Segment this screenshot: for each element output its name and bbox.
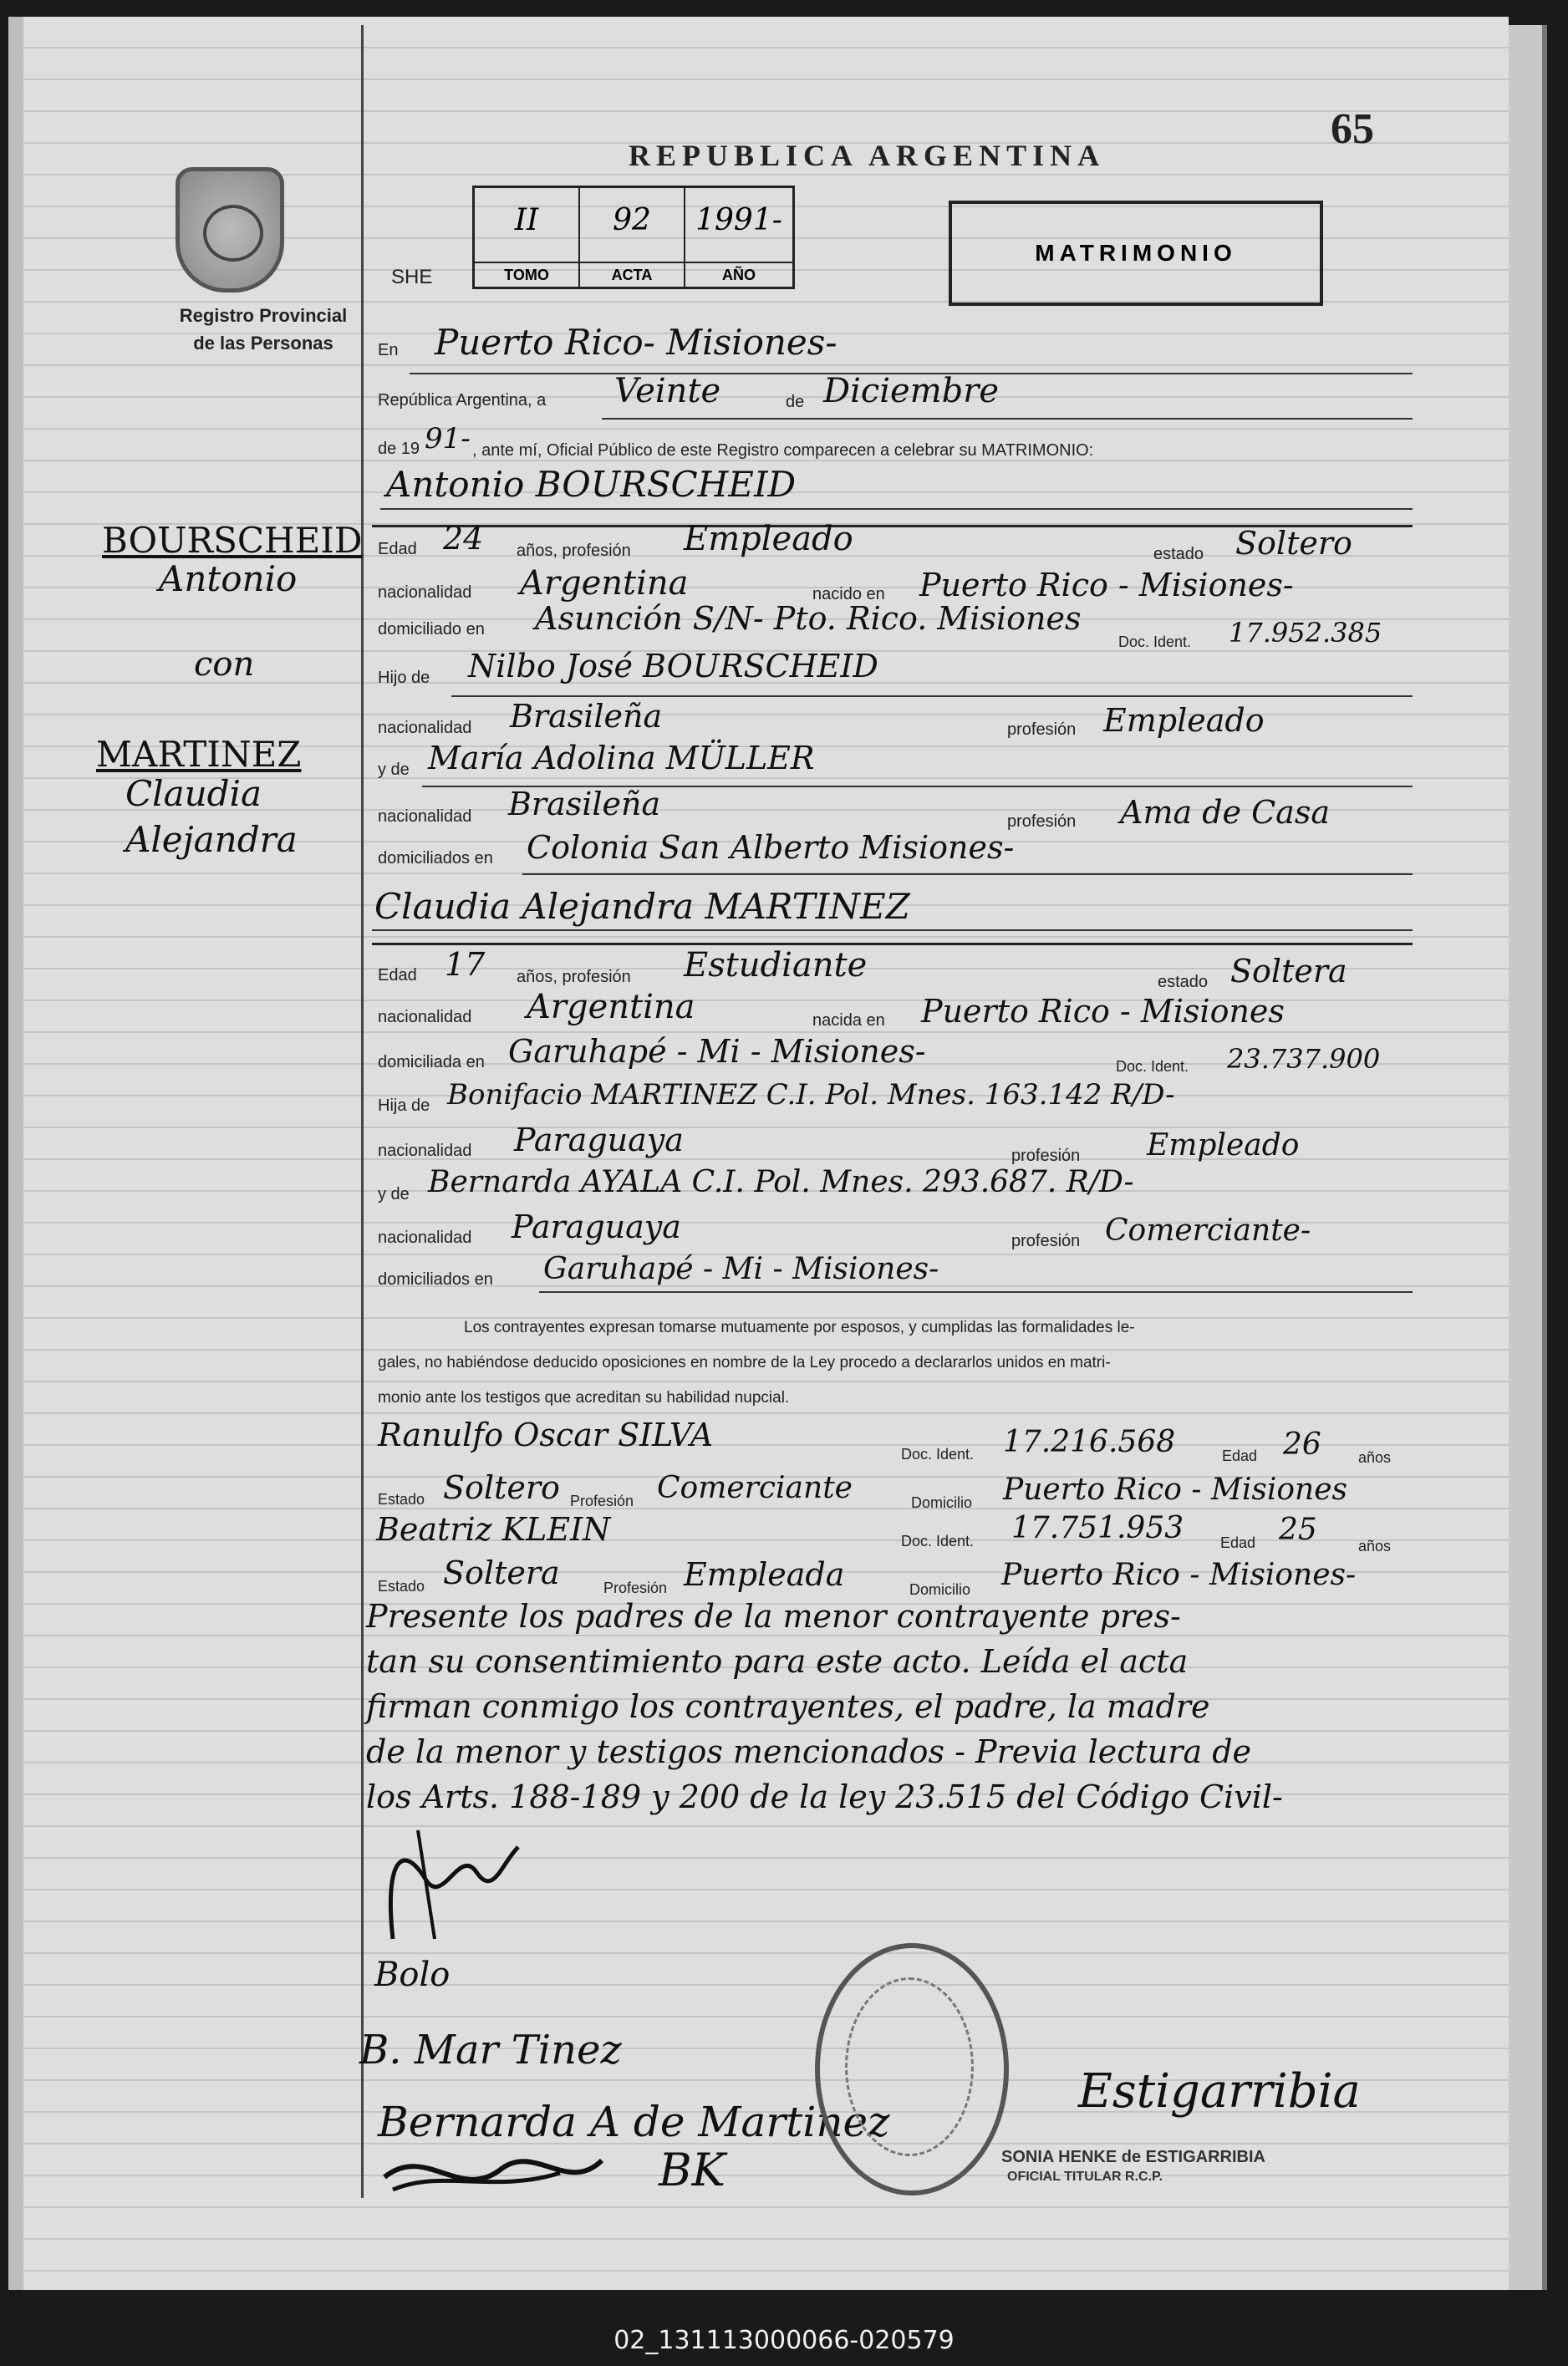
country-heading: REPUBLICA ARGENTINA [629,139,1106,172]
groom-domiciliado-label: domiciliado en [378,620,485,639]
groom-father-nac-label: nacionalidad [378,719,472,737]
scan-caption: 02_131113000066-020579 [613,2326,955,2355]
bride-father-profession: Empleado [1147,1128,1300,1163]
bride-estado-label: estado [1158,973,1209,991]
de-label: de [786,393,805,411]
groom-mother-profession: Ama de Casa [1120,794,1330,831]
groom-signature [368,1814,535,1956]
declaration-line2: gales, no habiéndose deducido oposiciones en nombre de la Ley procedo a declararlos unidos en matri- [378,1354,1111,1371]
notes-line1: Presente los padres de la menor contrayente pres- [366,1598,1181,1635]
bride-nationality: Argentina [527,988,695,1026]
date-line [602,418,1413,420]
witness2-doc: 17.751.953 [1011,1511,1184,1545]
groom-name-line [380,508,1413,510]
bride-mother-prof-label: profesión [1011,1232,1081,1250]
witness1-estado-label: Estado [378,1491,425,1508]
bride-domiciliada-label: domiciliada en [378,1053,485,1071]
bride-section-rule [372,943,1413,945]
groom-hijo-label: Hijo de [378,669,430,687]
bride-father-prof-label: profesión [1011,1147,1081,1165]
bride-name-line [372,929,1413,931]
groom-y-de-label: y de [378,761,410,779]
witness2-profession: Empleada [684,1556,845,1593]
groom-father-prof-label: profesión [1007,720,1077,739]
year-prefix: de 19 [378,440,420,458]
witness1-doc-label: Doc. Ident. [901,1446,975,1463]
bride-doc: 23.737.900 [1227,1043,1381,1075]
bride-nacionalidad-label: nacionalidad [378,1008,472,1026]
witness1-edad-label: Edad [1222,1448,1258,1464]
bride-edad-label: Edad [378,966,417,985]
bride-full-name: Claudia Alejandra MARTINEZ [374,886,910,927]
month-value: Diciembre [823,372,1000,410]
groom-full-name: Antonio BOURSCHEID [386,464,797,505]
groom-father-profession: Empleado [1103,702,1265,739]
margin-bride-name1: Claudia [125,773,262,814]
witness1-name: Ranulfo Oscar SILVA [378,1417,714,1453]
bride-mother: Bernarda AYALA C.I. Pol. Mnes. 293.687. R/D- [428,1165,1134,1199]
groom-edad-label: Edad [378,540,417,558]
bride-father: Bonifacio MARTINEZ C.I. Pol. Mnes. 163.142 R/D- [447,1078,1175,1112]
groom-birthplace: Puerto Rico - Misiones- [919,567,1294,603]
groom-father-nationality: Brasileña [510,698,663,735]
en-label: En [378,341,399,359]
ano-cell [685,188,792,287]
groom-nacionalidad-label: nacionalidad [378,583,472,602]
groom-doc: 17.952.385 [1229,617,1382,649]
margin-groom-name: Antonio [159,558,298,599]
witness1-doc: 17.216.568 [1003,1425,1176,1459]
witness2-edad-label: Edad [1220,1534,1256,1551]
witness1-profesion-label: Profesión [570,1493,634,1509]
witness1-anos-label: años [1358,1449,1392,1466]
tomo-value: II [514,203,539,237]
groom-profession: Empleado [684,520,853,558]
acta-cell [580,188,685,287]
margin-bride-surname: MARTINEZ [96,734,302,775]
bride-doc-label: Doc. Ident. [1116,1058,1189,1075]
groom-estado-label: estado [1153,545,1204,563]
bride-marital-status: Soltera [1230,953,1347,990]
margin-con: con [194,645,255,684]
witness1-domicilio-label: Domicilio [911,1494,973,1511]
coat-of-arms-seal [176,167,284,293]
bride-mother-nac-label: nacionalidad [378,1229,472,1247]
margin-groom-surname: BOURSCHEID [102,520,363,561]
official-round-stamp-inner [845,1977,974,2156]
groom-marital-status: Soltero [1235,525,1352,562]
witness1-age: 26 [1283,1427,1321,1462]
place-value: Puerto Rico- Misiones- [435,322,837,363]
groom-mother-prof-label: profesión [1007,812,1077,831]
page-binding-edge [8,17,23,2290]
page-number: 65 [1331,105,1374,153]
bride-parents-line [539,1291,1413,1293]
bride-y-de-label: y de [378,1185,410,1203]
groom-mother-nac-label: nacionalidad [378,807,472,826]
witness1-profession: Comerciante [657,1471,853,1505]
groom-profesion-label: años, profesión [517,542,631,560]
registry-line2: de las Personas [193,333,333,354]
bride-parents-address: Garuhapé - Mi - Misiones- [543,1252,939,1286]
declaration-line1: Los contrayentes expresan tomarse mutuamente por esposos, y cumplidas las formalidades le- [464,1319,1135,1336]
bride-mother-nationality: Paraguaya [512,1208,681,1245]
witness2-anos-label: años [1358,1538,1392,1554]
groom-domiciliados-label: domiciliados en [378,849,493,868]
witness2-profesion-label: Profesión [603,1580,668,1596]
witness1-address: Puerto Rico - Misiones [1003,1473,1348,1507]
witness2-age: 25 [1279,1513,1317,1547]
bride-birthplace: Puerto Rico - Misiones [921,993,1285,1030]
groom-doc-label: Doc. Ident. [1118,633,1192,650]
signature-mother: Bernarda A de Martinez [378,2098,890,2146]
groom-father: Nilbo José BOURSCHEID [468,648,878,684]
notes-line3: firman conmigo los contrayentes, el padre, la madre [366,1688,1210,1725]
groom-mother: María Adolina MÜLLER [428,740,815,776]
witness1-status: Soltero [443,1469,560,1506]
bride-nacida-label: nacida en [812,1011,885,1030]
bride-father-nationality: Paraguaya [514,1122,684,1158]
official-stamp-line2: OFICIAL TITULAR R.C.P. [1007,2170,1163,2184]
notes-line4: de la menor y testigos mencionados - Previa lectura de [366,1733,1252,1770]
acta-value: 92 [613,203,651,237]
document-title: MATRIMONIO [949,201,1323,306]
registry-line1: Registro Provincial [179,305,348,326]
witness2-doc-label: Doc. Ident. [901,1533,975,1549]
groom-parents-address: Colonia San Alberto Misiones- [527,829,1015,866]
year-value: 91- [425,422,471,455]
groom-nacido-label: nacido en [812,585,885,603]
bride-mother-profession: Comerciante- [1105,1214,1311,1248]
signature-father: B. Mar Tinez [359,2027,622,2073]
witness2-name: Beatriz KLEIN [376,1511,611,1548]
groom-father-line [451,695,1413,697]
tomo-acta-box [472,186,795,289]
bride-age: 17 [445,946,486,983]
official-round-stamp [815,1943,1009,2196]
republica-label: República Argentina, a [378,391,547,410]
ano-value: 1991- [695,203,782,237]
groom-age: 24 [443,520,484,557]
bride-hija-label: Hija de [378,1097,430,1115]
witness2-estado-label: Estado [378,1578,425,1595]
ano-label: AÑO [685,262,792,284]
bride-father-nac-label: nacionalidad [378,1142,472,1160]
tomo-label: TOMO [475,262,578,284]
bride-domiciliados-label: domiciliados en [378,1270,493,1289]
day-value: Veinte [614,372,721,410]
she-label: SHE [391,266,433,288]
groom-nationality: Argentina [520,564,689,603]
acta-label: ACTA [580,262,684,284]
groom-parents-line [522,873,1413,875]
witness2-address: Puerto Rico - Misiones- [1001,1558,1357,1592]
witness2-status: Soltera [443,1554,560,1591]
notes-line2: tan su consentimiento para este acto. Leída el acta [366,1643,1189,1680]
margin-bride-name2: Alejandra [125,819,298,860]
bride-profession: Estudiante [684,946,868,985]
groom-mother-nationality: Brasileña [508,786,661,822]
witness2-domicilio-label: Domicilio [909,1581,971,1598]
groom-address: Asunción S/N- Pto. Rico. Misiones [535,600,1082,637]
witness-scribble-signature [376,2144,610,2202]
official-signature: Estigarribia [1078,2064,1361,2119]
bride-profesion-label: años, profesión [517,968,631,986]
notes-line5: los Arts. 188-189 y 200 de la ley 23.515 del Código Civil- [366,1778,1283,1815]
signature-bk: BK [659,2144,726,2196]
signature-bolo: Bolo [374,1956,451,1994]
tomo-cell [475,188,580,287]
official-stamp-line1: SONIA HENKE de ESTIGARRIBIA [1001,2148,1265,2166]
declaration-line3: monio ante los testigos que acreditan su habilidad nupcial. [378,1389,790,1407]
bride-address: Garuhapé - Mi - Misiones- [508,1033,926,1070]
book-edge [1509,25,1547,2290]
intro-statement: , ante mí, Oficial Público de este Registro comparecen a celebrar su MATRIMONIO: [472,441,1094,460]
